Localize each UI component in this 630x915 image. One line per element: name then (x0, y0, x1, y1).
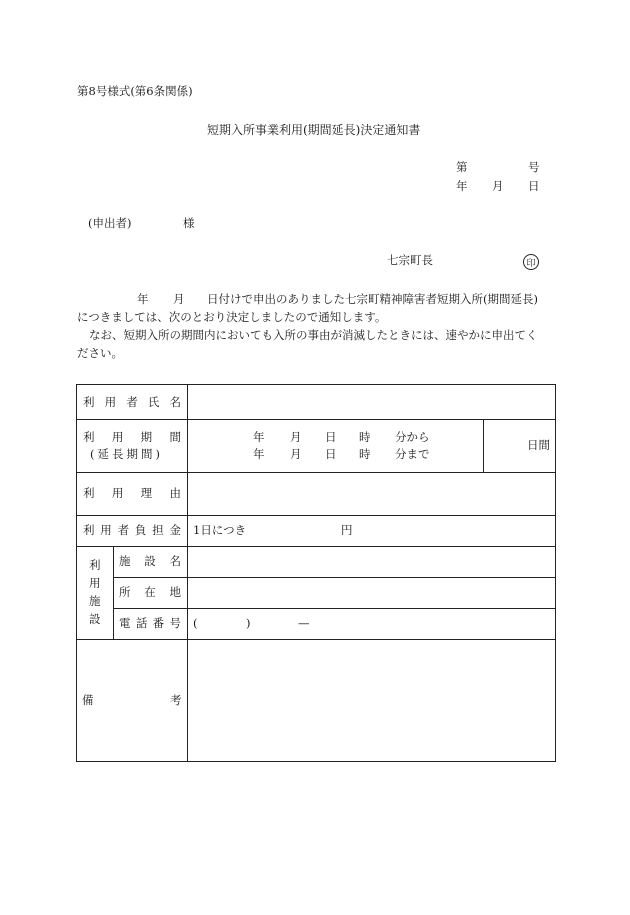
reason-label (83, 488, 181, 500)
table-border-right (555, 384, 556, 762)
user-name-label (83, 397, 181, 409)
facility-group-char: 用 (89, 576, 101, 590)
table-border-bottom (76, 761, 556, 762)
burden-prefix: 1日につき (193, 523, 247, 537)
label-char: 在 (144, 585, 156, 599)
remarks-char-1: 備 (82, 693, 94, 707)
days-divider (483, 419, 484, 472)
phone-label (119, 618, 181, 630)
document-title: 短期入所事業利用(期間延長)決定通知書 (207, 123, 421, 137)
table-column-divider (187, 384, 188, 761)
label-char: 者 (117, 523, 130, 537)
period-label (83, 432, 181, 444)
from-year: 年 (253, 430, 265, 444)
label-char: 理 (140, 486, 153, 500)
applicant-honorific: 様 (183, 216, 195, 230)
label-char: 所 (119, 585, 131, 599)
label-char: 用 (104, 395, 117, 409)
table-line (76, 472, 556, 473)
label-char: 用 (111, 430, 124, 444)
applicant-label: (申出者) (88, 216, 132, 230)
table-line (76, 515, 556, 516)
label-char: 氏 (147, 395, 160, 409)
label-char: 電 (119, 616, 131, 630)
from-day: 日 (325, 430, 337, 444)
burden-label (83, 525, 181, 537)
phone-dash: — (298, 616, 310, 630)
facility-group-char: 設 (89, 612, 101, 626)
table-line (113, 608, 556, 609)
body-year: 年 (137, 292, 149, 306)
phone-open-paren: ( (193, 616, 198, 630)
to-minute: 分まで (395, 447, 430, 461)
to-year: 年 (253, 447, 265, 461)
body-month: 月 (173, 292, 185, 306)
label-char: 担 (152, 523, 164, 537)
to-month: 月 (290, 447, 302, 461)
phone-close-paren: ) (246, 616, 251, 630)
label-char: 利 (83, 430, 95, 444)
label-char: 話 (135, 616, 148, 630)
table-line (76, 419, 556, 420)
seal-mark (523, 254, 539, 270)
body-line1: 日付けで申出のありました七宗町精神障害者短期入所(期間延長) (207, 292, 538, 306)
table-line (76, 546, 556, 547)
to-hour: 時 (359, 447, 371, 461)
table-line (113, 577, 556, 578)
facility-group-divider (113, 546, 114, 639)
label-char: 号 (169, 616, 181, 630)
table-line (76, 639, 556, 640)
date-month: 月 (492, 179, 504, 193)
from-hour: 時 (359, 430, 371, 444)
body-line4: ださい。 (77, 346, 123, 360)
label-char: 負 (134, 523, 147, 537)
label-char: 間 (169, 430, 181, 444)
extension-period-label: (延長期間) (90, 447, 163, 461)
burden-unit: 円 (341, 523, 353, 537)
label-char: 名 (169, 395, 181, 409)
to-day: 日 (325, 447, 337, 461)
facility-group-char: 利 (89, 558, 101, 572)
label-char: 者 (126, 395, 138, 409)
label-char: 用 (100, 523, 112, 537)
date-day: 日 (528, 179, 540, 193)
label-char: 設 (144, 554, 156, 568)
issuer-name: 七宗町長 (387, 253, 433, 267)
label-char: 由 (169, 486, 181, 500)
body-line2: につきましては、次のとおり決定しましたので通知します。 (77, 310, 387, 324)
label-char: 金 (169, 523, 181, 537)
body-line3: なお、短期入所の期間内においても入所の事由が消滅したときには、速やかに申出てく (89, 328, 538, 342)
number-prefix: 第 (456, 160, 468, 174)
form-id: 第8号様式(第6条関係) (77, 84, 193, 98)
label-char: 利 (83, 486, 95, 500)
seal-text: 印 (526, 258, 536, 269)
date-year: 年 (456, 179, 468, 193)
label-char: 地 (169, 585, 181, 599)
label-char: 名 (169, 554, 181, 568)
from-month: 月 (290, 430, 302, 444)
facility-name-label (119, 556, 181, 568)
days-label: 日間 (527, 438, 550, 452)
remarks-char-2: 考 (170, 693, 182, 707)
from-minute: 分から (395, 430, 430, 444)
number-suffix: 号 (528, 160, 540, 174)
table-border-left (76, 384, 77, 762)
label-char: 番 (152, 616, 165, 630)
label-char: 施 (119, 554, 131, 568)
facility-group-char: 施 (89, 594, 101, 608)
label-char: 用 (111, 486, 124, 500)
label-char: 利 (83, 395, 95, 409)
label-char: 利 (83, 523, 95, 537)
label-char: 期 (140, 430, 153, 444)
table-border-top (76, 384, 556, 385)
location-label (119, 587, 181, 599)
